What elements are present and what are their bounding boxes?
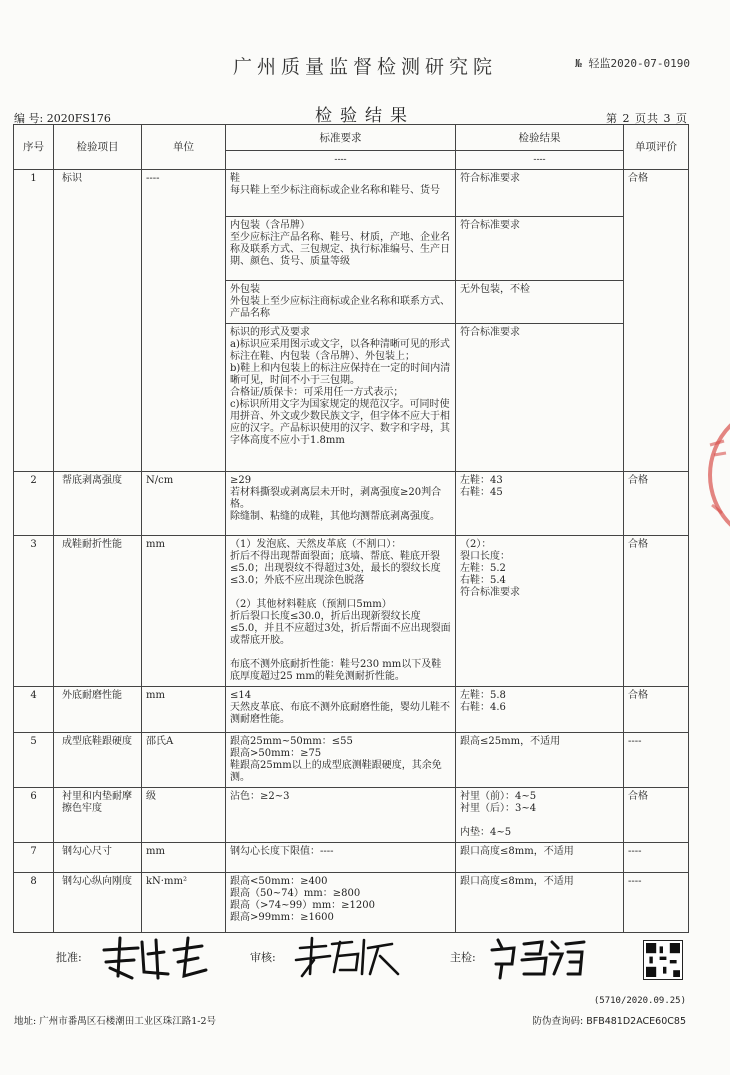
row-item: 钢勾心尺寸 [54, 843, 142, 873]
row-requirement: 外包装 外包装上至少应标注商标或企业名称和联系方式、产品名称 [226, 281, 456, 324]
row-item: 成型底鞋跟硬度 [54, 733, 142, 788]
row-evaluation: 合格 [624, 472, 689, 536]
row-no: 1 [14, 170, 54, 472]
row-item: 成鞋耐折性能 [54, 536, 142, 687]
row-unit: N/cm [142, 472, 226, 536]
table-row [14, 687, 689, 733]
row-unit: 级 [142, 788, 226, 843]
row-item: 钢勾心纵向刚度 [54, 873, 142, 933]
row-result: 跟口高度≤8mm，不适用 [456, 873, 624, 933]
row-evaluation: ---- [624, 843, 689, 873]
row-no: 6 [14, 788, 54, 843]
row-requirement: 跟高<50mm：≥400 跟高（50~74）mm：≥800 跟高（>74~99）mm：≥1200 跟高>99mm：≥1600 [226, 873, 456, 933]
row-no: 3 [14, 536, 54, 687]
results-table [13, 124, 689, 933]
row-item: 衬里和内垫耐摩擦色牢度 [54, 788, 142, 843]
row-result: 左鞋：43 右鞋：45 [456, 472, 624, 536]
qr-code [643, 940, 683, 980]
row-requirement: 标识的形式及要求 a)标识应采用图示或文字，以各种清晰可见的形式标注在鞋、内包装（含吊牌）、外包装上； b)鞋上和内包装上的标注应保持在一定的时间内清晰可见，时间不小于三包期。 合格证/质保卡：可采用任一方式表示； c)标识所用文字为国家规定的规范汉字。可同时使用拼音、外文或少数民族文字，但字体不应大于相应的汉字。产品标识使用的汉字、数字和字母，其字体高度不应小于1.8mm [226, 324, 456, 472]
row-evaluation: ---- [624, 873, 689, 933]
header-unit: 单位 [142, 125, 226, 170]
row-no: 5 [14, 733, 54, 788]
row-evaluation: 合格 [624, 170, 689, 472]
row-unit: mm [142, 843, 226, 873]
row-unit: 邵氏A [142, 733, 226, 788]
footer-code: (5710/2020.09.25) [593, 996, 686, 1006]
row-evaluation: 合格 [624, 788, 689, 843]
table-row [14, 873, 689, 933]
row-no: 4 [14, 687, 54, 733]
table-row [14, 536, 689, 687]
row-unit: kN·mm² [142, 873, 226, 933]
page-indicator: 第 2 页共 3 页 [606, 112, 688, 125]
row-requirement: 跟高25mm~50mm：≤55 跟高>50mm：≥75 鞋跟高25mm以上的成型底测鞋跟硬度，其余免测。 [226, 733, 456, 788]
row-result: 衬里（前）：4~5 衬里（后）：3~4 内垫：4~5 [456, 788, 624, 843]
row-unit: mm [142, 536, 226, 687]
row-result: （2）： 裂口长度： 左鞋：5.2 右鞋：5.4 符合标准要求 [456, 536, 624, 687]
inspector-signature [488, 934, 588, 980]
table-row [14, 788, 689, 843]
row-unit: ---- [142, 170, 226, 472]
header-requirement: 标准要求 [226, 125, 456, 151]
header-evaluation: 单项评价 [624, 125, 689, 170]
row-item: 标识 [54, 170, 142, 472]
row-item: 外底耐磨性能 [54, 687, 142, 733]
row-requirement: 钢勾心长度下限值：---- [226, 843, 456, 873]
serial-number: 编 号: 2020FS176 [14, 112, 111, 125]
approver-label: 批准: [56, 951, 82, 964]
row-requirement: （1）发泡底、天然皮革底（不割口）： 折后不得出现帮面裂面；底墙、帮底、鞋底开裂≤5.0；出现裂纹不得超过3处，最长的裂纹长度≤3.0；外底不应出现涂色脱落 （2）其他材料鞋底（预割口5mm） 折后裂口长度≤30.0，折后出现新裂纹长度≤5.0，并且不应超过3处，折后帮面不应出现裂面或帮底开胶。 布底不测外底耐折性能：鞋号230 mm以下及鞋底厚度超过25 mm的鞋免测耐折性能。 [226, 536, 456, 687]
header-item: 检验项目 [54, 125, 142, 170]
row-evaluation: ---- [624, 733, 689, 788]
row-evaluation: 合格 [624, 687, 689, 733]
row-requirement: ≤14 天然皮革底、布底不测外底耐磨性能，婴幼儿鞋不测耐磨性能。 [226, 687, 456, 733]
requirement-dash: ---- [226, 151, 456, 170]
institute-name: 广州质量监督检测研究院 [232, 56, 497, 78]
row-no: 8 [14, 873, 54, 933]
row-result: 符合标准要求 [456, 170, 624, 217]
row-requirement: 鞋 每只鞋上至少标注商标或企业名称和鞋号、货号 [226, 170, 456, 217]
table-row [14, 843, 689, 873]
row-evaluation: 合格 [624, 536, 689, 687]
row-item: 帮底剥离强度 [54, 472, 142, 536]
table-header-row [14, 125, 689, 151]
row-result: 无外包装，不检 [456, 281, 624, 324]
row-requirement: 沾色：≥2~3 [226, 788, 456, 843]
row-requirement: ≥29 若材料撕裂或剥离层未开时，剥离强度≥20判合格。 除缝制、粘缝的成鞋，其他均测帮底剥离强度。 [226, 472, 456, 536]
page-title: 检验结果 [315, 106, 415, 126]
report-number: № 轻监2020-07-0190 [575, 57, 690, 70]
inspector-label: 主检: [450, 951, 476, 964]
row-result: 符合标准要求 [456, 217, 624, 281]
row-unit: mm [142, 687, 226, 733]
table-row [14, 472, 689, 536]
verification-code: 防伪查询码: BFB481D2ACE60C85 [532, 1016, 686, 1027]
row-requirement: 内包装（含吊牌） 至少应标注产品名称、鞋号、材质，产地、企业名称及联系方式、三包规定、执行标准编号、生产日期、颜色、货号、质量等级 [226, 217, 456, 281]
row-result: 跟口高度≤8mm，不适用 [456, 843, 624, 873]
row-result: 左鞋：5.8 右鞋：4.6 [456, 687, 624, 733]
header-no: 序号 [14, 125, 54, 170]
approver-signature [98, 932, 210, 984]
table-row [14, 170, 689, 217]
row-result: 跟高≤25mm，不适用 [456, 733, 624, 788]
header-result: 检验结果 [456, 125, 624, 151]
reviewer-signature [292, 934, 402, 982]
result-dash: ---- [456, 151, 624, 170]
row-result: 符合标准要求 [456, 324, 624, 472]
table-row [14, 733, 689, 788]
reviewer-label: 审核: [250, 951, 276, 964]
row-no: 2 [14, 472, 54, 536]
address: 地址: 广州市番禺区石楼潮田工业区珠江路1-2号 [14, 1016, 217, 1027]
row-no: 7 [14, 843, 54, 873]
official-stamp [690, 395, 730, 555]
